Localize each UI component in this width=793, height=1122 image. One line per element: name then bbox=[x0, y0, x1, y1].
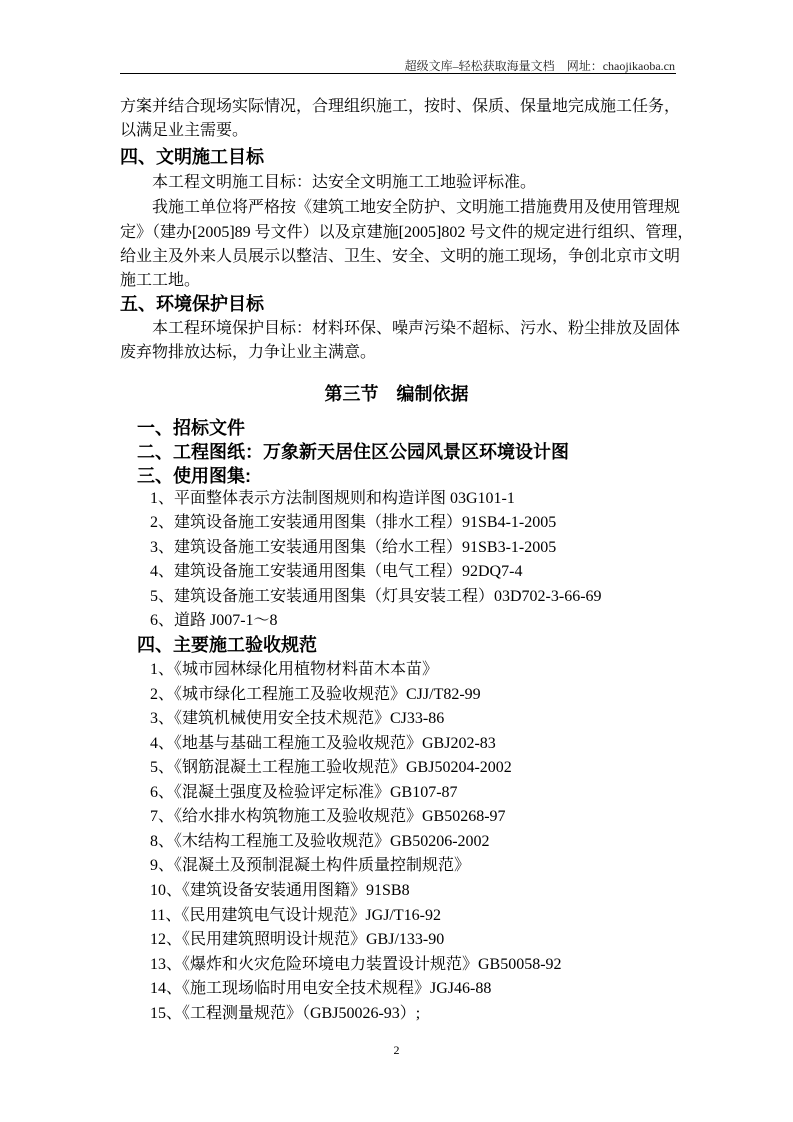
section-title: 第三节 编制依据 bbox=[324, 384, 469, 404]
list-item: 4、《地基与基础工程施工及验收规范》GBJ202-83 bbox=[150, 734, 496, 752]
header-title: 超级文库–轻松获取海量文档 bbox=[404, 59, 555, 73]
paragraph-line: 方案并结合现场实际情况，合理组织施工，按时、保质、保量地完成施工任务， bbox=[120, 98, 681, 115]
header-rule bbox=[120, 73, 676, 74]
subheading-drawings: 二、工程图纸：万象新天居住区公园风景区环境设计图 bbox=[137, 442, 569, 462]
list-item: 3、《建筑机械使用安全技术规范》CJ33-86 bbox=[150, 710, 445, 728]
list-item: 5、建筑设备施工安装通用图集（灯具安装工程）03D702-3-66-69 bbox=[150, 587, 602, 605]
subheading-atlas: 三、使用图集: bbox=[137, 466, 251, 486]
list-item: 13、《爆炸和火灾危险环境电力装置设计规范》GB50058-92 bbox=[150, 955, 562, 973]
subheading-acceptance-specs: 四、主要施工验收规范 bbox=[137, 635, 317, 655]
list-item: 6、道路 J007-1～8 bbox=[150, 612, 278, 629]
list-item: 10、《建筑设备安装通用图籍》91SB8 bbox=[150, 881, 410, 899]
list-item: 7、《给水排水构筑物施工及验收规范》GB50268-97 bbox=[150, 808, 506, 826]
list-item: 5、《钢筋混凝土工程施工验收规范》GBJ50204-2002 bbox=[150, 759, 512, 777]
list-item: 2、建筑设备施工安装通用图集（排水工程）91SB4-1-2005 bbox=[150, 514, 557, 532]
paragraph-line: 废弃物排放达标，力争让业主满意。 bbox=[120, 344, 377, 361]
paragraph-line: 定》（建办[2005]89 号文件）以及京建施[2005]802 号文件的规定进行组织、管理， bbox=[120, 224, 694, 241]
list-item: 4、建筑设备施工安装通用图集（电气工程）92DQ7-4 bbox=[150, 563, 523, 581]
paragraph-line: 本工程环境保护目标：材料环保、噪声污染不超标、污水、粉尘排放及固体 bbox=[152, 320, 681, 337]
header-url: 网址：chaojikaoba.cn bbox=[566, 59, 675, 73]
list-item: 8、《木结构工程施工及验收规范》GB50206-2002 bbox=[150, 832, 490, 850]
list-item: 14、《施工现场临时用电安全技术规程》JGJ46-88 bbox=[150, 980, 492, 998]
list-item: 2、《城市绿化工程施工及验收规范》CJJ/T82-99 bbox=[150, 685, 481, 703]
list-item: 11、《民用建筑电气设计规范》JGJ/T16-92 bbox=[150, 906, 441, 924]
heading-civilized-construction: 四、文明施工目标 bbox=[120, 147, 264, 167]
heading-environmental-protection: 五、环境保护目标 bbox=[120, 294, 264, 314]
subheading-tender-docs: 一、招标文件 bbox=[137, 418, 245, 438]
paragraph-line: 施工工地。 bbox=[120, 272, 201, 289]
list-item: 9、《混凝土及预制混凝土构件质量控制规范》 bbox=[150, 857, 471, 875]
paragraph-line: 我施工单位将严格按《建筑工地安全防护、文明施工措施费用及使用管理规 bbox=[152, 199, 681, 216]
list-item: 12、《民用建筑照明设计规范》GBJ/133-90 bbox=[150, 931, 445, 949]
paragraph-line: 以满足业主需要。 bbox=[120, 122, 249, 139]
list-item: 1、《城市园林绿化用植物材料苗木本苗》 bbox=[150, 661, 439, 678]
paragraph-line: 本工程文明施工目标：达安全文明施工工地验评标准。 bbox=[152, 174, 537, 191]
page-number: 2 bbox=[393, 1043, 400, 1057]
page-header bbox=[405, 57, 675, 74]
list-item: 1、平面整体表示方法制图规则和构造详图 03G101-1 bbox=[150, 490, 515, 507]
paragraph-line: 给业主及外来人员展示以整洁、卫生、安全、文明的施工现场，争创北京市文明 bbox=[120, 248, 681, 265]
list-item: 3、建筑设备施工安装通用图集（给水工程）91SB3-1-2005 bbox=[150, 538, 557, 556]
list-item: 6、《混凝土强度及检验评定标准》GB107-87 bbox=[150, 783, 458, 801]
list-item: 15、《工程测量规范》（GBJ50026-93）; bbox=[150, 1004, 421, 1022]
